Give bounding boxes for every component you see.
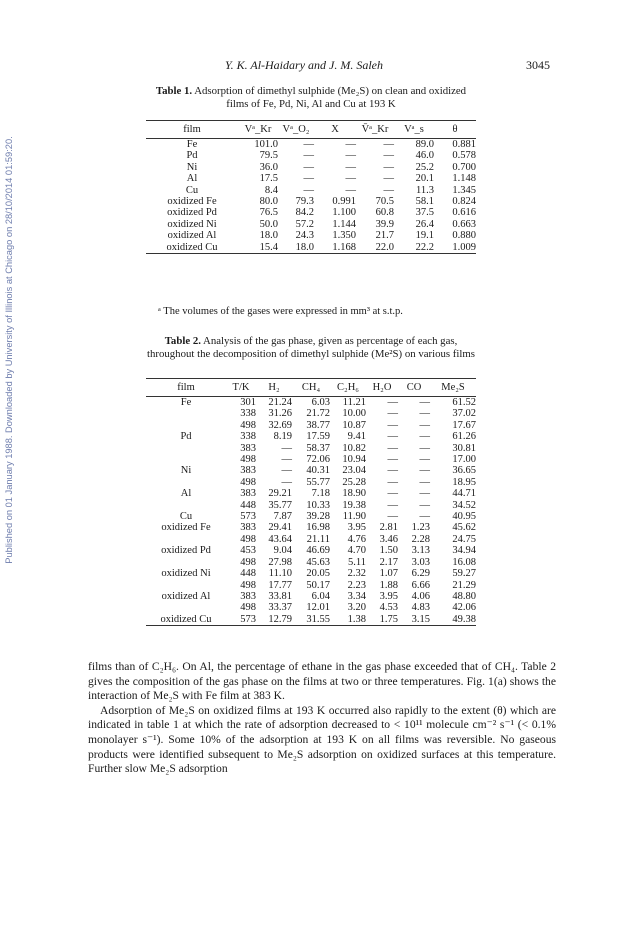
- table-cell: —: [419, 499, 430, 511]
- table-cell: 29.41: [268, 522, 292, 534]
- table-cell: 24.75: [452, 533, 476, 545]
- table-cell: 11.3: [416, 184, 434, 196]
- table-cell: 61.26: [452, 431, 476, 443]
- table-cell: 4.83: [411, 602, 430, 614]
- table-cell: 573: [240, 511, 256, 523]
- table2-header-row: [146, 379, 476, 397]
- table-row: [146, 242, 476, 254]
- table-cell: 19.1: [415, 230, 434, 242]
- table-cell: oxidized Ni: [161, 568, 211, 580]
- table-cell: —: [383, 184, 394, 196]
- table-cell: 2.32: [347, 568, 366, 580]
- table-cell: 11.90: [342, 511, 366, 523]
- table1-header-cell: V̄ᵃ_Kr: [356, 121, 394, 139]
- table-cell: 2.81: [379, 522, 398, 534]
- table2-header-cell: Me₂S: [430, 379, 476, 397]
- table-cell: —: [387, 488, 398, 500]
- table-cell: oxidized Cu: [146, 614, 226, 626]
- table-row: [146, 614, 476, 626]
- table-cell: —: [303, 150, 314, 162]
- table-cell: —: [387, 465, 398, 477]
- table-cell: 21.72: [306, 408, 330, 420]
- table2-header-cell: CH₄: [292, 379, 330, 397]
- table-cell: 45.62: [452, 522, 476, 534]
- table-cell: 4.76: [347, 533, 366, 545]
- table-cell: 34.94: [452, 545, 476, 557]
- table-cell: 31.55: [292, 614, 330, 626]
- table-cell: 50.0: [259, 218, 278, 230]
- table-cell: —: [419, 476, 430, 488]
- table-cell: [146, 534, 226, 545]
- table-row: [146, 219, 476, 230]
- table-cell: —: [419, 408, 430, 420]
- table-cell: —: [419, 442, 430, 454]
- table1-body: [146, 139, 476, 254]
- table-row: [146, 511, 476, 522]
- table1-label: Table 1.: [155, 85, 193, 97]
- table-cell: 33.81: [268, 590, 292, 602]
- table-cell: 36.65: [452, 465, 476, 477]
- table-cell: —: [387, 476, 398, 488]
- table-cell: 383: [240, 488, 256, 500]
- table-cell: 6.66: [411, 579, 430, 591]
- table1: [146, 120, 476, 254]
- table-cell: [146, 500, 226, 511]
- table-cell: 17.59: [306, 431, 330, 443]
- table-cell: 448: [240, 568, 256, 580]
- table-cell: 58.37: [306, 442, 330, 454]
- body-text: [88, 660, 556, 777]
- table-cell: 1.07: [379, 568, 398, 580]
- table-cell: Ni: [186, 161, 198, 173]
- table-cell: 25.28: [342, 476, 366, 488]
- table-row: [146, 397, 476, 409]
- table-cell: 43.64: [268, 533, 292, 545]
- table-cell: 79.5: [259, 150, 278, 162]
- table-cell: 3.20: [347, 602, 366, 614]
- table-cell: —: [383, 161, 394, 173]
- table-cell: 39.9: [375, 218, 394, 230]
- table-cell: —: [345, 184, 356, 196]
- table-cell: —: [387, 454, 398, 466]
- table-cell: 498: [240, 533, 256, 545]
- table-row: [146, 557, 476, 568]
- table-cell: 1.148: [452, 173, 476, 185]
- body-paragraph: Adsorption of Me₂S on oxidized films at 193 K occurred also rapidly to the extent (θ) which are indicated in table 1 at which the rate of adsorption decreased to < 10¹¹ molecule cm⁻² s⁻¹ (< 0.1% monolayer s⁻¹). Some 10% of the adsorption at 193 K on all films was reversible. No gaseous products were identified subsequent to Me₂S adsorption on oxidized surfaces at this temperature. Further slow Me₂S adsorption: [88, 703, 556, 776]
- table-cell: 38.77: [306, 419, 330, 431]
- table-cell: 10.82: [342, 442, 366, 454]
- table-cell: 70.5: [375, 196, 394, 208]
- table-cell: 3.15: [398, 614, 430, 626]
- table-cell: 6.29: [411, 568, 430, 580]
- table-row: [146, 477, 476, 488]
- table-cell: 37.5: [415, 207, 434, 219]
- table-cell: 498: [240, 419, 256, 431]
- table-row: [146, 454, 476, 465]
- table-cell: 3.34: [347, 590, 366, 602]
- table-cell: —: [281, 454, 292, 466]
- table-cell: 0.663: [452, 218, 476, 230]
- table-cell: —: [383, 173, 394, 185]
- table-cell: 42.06: [452, 602, 476, 614]
- table-cell: 573: [226, 614, 256, 626]
- table-cell: —: [387, 511, 398, 523]
- table-cell: 76.5: [259, 207, 278, 219]
- table-cell: —: [345, 150, 356, 162]
- table2: [146, 378, 476, 626]
- table-cell: 22.0: [356, 242, 394, 254]
- table-cell: 2.28: [411, 533, 430, 545]
- table-cell: 0.616: [452, 207, 476, 219]
- table-cell: [146, 454, 226, 465]
- table-cell: 15.4: [238, 242, 278, 254]
- table-cell: 84.2: [295, 207, 314, 219]
- table-cell: 338: [240, 408, 256, 420]
- table-row: [146, 602, 476, 613]
- table-cell: 4.70: [347, 545, 366, 557]
- table-cell: —: [303, 161, 314, 173]
- table2-body: [146, 397, 476, 626]
- table1-header-cell: θ: [434, 121, 476, 139]
- table1-header-cell: Vᵃ_O₂: [278, 121, 314, 139]
- table-cell: 10.94: [342, 454, 366, 466]
- table-cell: 18.0: [278, 242, 314, 254]
- table-cell: 80.0: [259, 196, 278, 208]
- table-cell: oxidized Fe: [167, 196, 217, 208]
- table-cell: 3.95: [379, 590, 398, 602]
- table-cell: 0.881: [452, 139, 476, 150]
- table-cell: Al: [180, 488, 192, 500]
- table-cell: 50.17: [306, 579, 330, 591]
- table-row: [146, 185, 476, 196]
- table-cell: 101.0: [254, 139, 278, 150]
- table-cell: 46.69: [306, 545, 330, 557]
- table-cell: 59.27: [452, 568, 476, 580]
- table-cell: 23.04: [342, 465, 366, 477]
- table-cell: 12.79: [256, 614, 292, 626]
- table-cell: 22.2: [394, 242, 434, 254]
- page-number: 3045: [526, 58, 550, 72]
- table-cell: 301: [240, 397, 256, 408]
- table-cell: [146, 443, 226, 454]
- running-head-authors: Y. K. Al-Haidary and J. M. Saleh: [225, 58, 383, 72]
- table-cell: —: [303, 139, 314, 150]
- table-cell: 7.87: [273, 511, 292, 523]
- table-cell: 26.4: [415, 218, 434, 230]
- table2-caption-text: Analysis of the gas phase, given as percentage of each gas, throughout the decomposition of dimethyl sulphide (Me²S) on various films: [146, 335, 475, 360]
- table-cell: 8.4: [264, 184, 278, 196]
- table-cell: —: [419, 454, 430, 466]
- table-cell: 32.69: [268, 419, 292, 431]
- table-cell: [146, 557, 226, 568]
- table-cell: [146, 580, 226, 591]
- table-cell: 9.04: [273, 545, 292, 557]
- table-cell: —: [345, 139, 356, 150]
- table-cell: 383: [240, 522, 256, 534]
- table-cell: 7.18: [311, 488, 330, 500]
- table-row: [146, 580, 476, 591]
- table1-caption-text: Adsorption of dimethyl sulphide (Me₂S) on clean and oxidized films of Fe, Pd, Ni, Al and Cu at 193 K: [194, 85, 467, 110]
- table-cell: 35.77: [268, 499, 292, 511]
- table-cell: —: [387, 442, 398, 454]
- table-row: [146, 150, 476, 161]
- table-cell: 1.23: [411, 522, 430, 534]
- table-cell: 3.13: [411, 545, 430, 557]
- table2-header-cell: film: [146, 379, 226, 397]
- table-cell: 498: [240, 556, 256, 568]
- table2-header-cell: C₂H₆: [330, 379, 366, 397]
- table-row: [146, 139, 476, 151]
- table-cell: 60.8: [375, 207, 394, 219]
- table-cell: 25.2: [415, 161, 434, 173]
- table-cell: 1.75: [366, 614, 398, 626]
- table-cell: 10.33: [306, 499, 330, 511]
- table-cell: 1.50: [379, 545, 398, 557]
- table1-header-cell: Vᵃ_s: [394, 121, 434, 139]
- table1-header-cell: Vᵃ_Kr: [238, 121, 278, 139]
- table1-header-cell: film: [146, 121, 238, 139]
- table1-header-cell: X: [314, 121, 356, 139]
- table-row: [146, 488, 476, 499]
- table-cell: 1.345: [452, 184, 476, 196]
- table-cell: —: [383, 139, 394, 150]
- table-cell: 21.7: [375, 230, 394, 242]
- table-cell: 12.01: [306, 602, 330, 614]
- table-row: [146, 196, 476, 207]
- table-cell: Pd: [180, 431, 192, 443]
- table-cell: Fe: [186, 139, 198, 150]
- table2-header-cell: CO: [398, 379, 430, 397]
- table-cell: —: [281, 465, 292, 477]
- table-cell: oxidized Al: [161, 590, 211, 602]
- table-cell: Cu: [185, 184, 199, 196]
- table-cell: 46.0: [415, 150, 434, 162]
- table-cell: oxidized Ni: [167, 218, 217, 230]
- table-row: [146, 431, 476, 442]
- table-row: [146, 465, 476, 476]
- table-cell: —: [387, 431, 398, 443]
- table-cell: 55.77: [306, 476, 330, 488]
- table-row: [146, 173, 476, 184]
- table-cell: 383: [240, 465, 256, 477]
- table-cell: 58.1: [415, 196, 434, 208]
- table-cell: 17.00: [452, 454, 476, 466]
- table1-header-row: [146, 121, 476, 139]
- table-cell: 48.80: [452, 590, 476, 602]
- table-cell: 1.38: [330, 614, 366, 626]
- table-cell: [146, 602, 226, 613]
- table-cell: —: [419, 465, 430, 477]
- table-cell: oxidized Cu: [146, 242, 238, 254]
- table-cell: —: [303, 184, 314, 196]
- table-cell: 39.28: [306, 511, 330, 523]
- table-cell: 3.03: [411, 556, 430, 568]
- table-row: [146, 443, 476, 454]
- table-cell: 383: [240, 442, 256, 454]
- table-cell: 21.24: [268, 397, 292, 408]
- side-note-text: Published on 01 January 1988. Downloaded by University of Illinois at Chicago on 28/10/2014 01:59:20.: [4, 136, 14, 564]
- table-cell: oxidized Pd: [167, 207, 217, 219]
- table-cell: —: [387, 419, 398, 431]
- table-cell: 17.5: [259, 173, 278, 185]
- table2-header-cell: H₂: [256, 379, 292, 397]
- table-cell: 49.38: [430, 614, 476, 626]
- table2-label: Table 2.: [164, 335, 201, 347]
- table-cell: 1.168: [314, 242, 356, 254]
- table-cell: Al: [186, 173, 198, 185]
- table-cell: 498: [240, 579, 256, 591]
- table-cell: —: [383, 150, 394, 162]
- table-cell: 16.08: [452, 556, 476, 568]
- table-cell: 10.00: [342, 408, 366, 420]
- table-cell: 1.144: [332, 218, 356, 230]
- table-cell: 34.52: [452, 499, 476, 511]
- table-cell: 30.81: [452, 442, 476, 454]
- table-cell: 11.21: [342, 397, 366, 408]
- table-cell: 0.880: [452, 230, 476, 242]
- table-cell: 29.21: [268, 488, 292, 500]
- table-cell: 498: [240, 476, 256, 488]
- table-cell: 21.11: [306, 533, 330, 545]
- table-cell: 37.02: [452, 408, 476, 420]
- table-cell: 4.06: [411, 590, 430, 602]
- table-row: [146, 591, 476, 602]
- table-row: [146, 162, 476, 173]
- table-cell: 27.98: [268, 556, 292, 568]
- table-row: [146, 408, 476, 419]
- table-cell: oxidized Al: [167, 230, 217, 242]
- table-cell: 36.0: [259, 161, 278, 173]
- table-cell: 6.03: [311, 397, 330, 408]
- table2-header-cell: T/K: [226, 379, 256, 397]
- table-cell: 1.88: [379, 579, 398, 591]
- table-cell: 338: [240, 431, 256, 443]
- table-cell: 10.87: [342, 419, 366, 431]
- table-row: [146, 500, 476, 511]
- table2-caption: [146, 335, 476, 361]
- table-cell: 11.10: [268, 568, 292, 580]
- table-cell: —: [345, 161, 356, 173]
- table-cell: 33.37: [268, 602, 292, 614]
- table-cell: 9.41: [347, 431, 366, 443]
- table-cell: Ni: [180, 465, 192, 477]
- table-cell: 1.009: [434, 242, 476, 254]
- table-cell: 5.11: [348, 556, 366, 568]
- table-cell: Cu: [179, 511, 193, 523]
- table1-footnote: ᵃ The volumes of the gases were expressed in mm³ at s.t.p.: [158, 306, 403, 317]
- table-cell: 0.700: [452, 161, 476, 173]
- table-cell: 19.38: [342, 499, 366, 511]
- table-cell: 2.17: [379, 556, 398, 568]
- table-cell: 8.19: [273, 431, 292, 443]
- table-cell: 20.05: [306, 568, 330, 580]
- table-row: [146, 230, 476, 241]
- table1-caption: [146, 85, 476, 111]
- table-cell: —: [303, 173, 314, 185]
- table-cell: —: [419, 397, 430, 408]
- table-cell: 18.90: [342, 488, 366, 500]
- table-row: [146, 568, 476, 579]
- table-cell: —: [419, 419, 430, 431]
- table-cell: Fe: [180, 397, 192, 408]
- table-cell: Pd: [186, 150, 198, 162]
- table-cell: 72.06: [306, 454, 330, 466]
- table-cell: 1.350: [332, 230, 356, 242]
- table-cell: 45.63: [306, 556, 330, 568]
- table-cell: 6.04: [311, 590, 330, 602]
- table-cell: —: [387, 397, 398, 408]
- table-cell: 44.71: [452, 488, 476, 500]
- table-cell: 61.52: [452, 397, 476, 408]
- table-cell: 89.0: [415, 139, 434, 150]
- table-cell: 17.67: [452, 419, 476, 431]
- table-cell: —: [281, 442, 292, 454]
- table-cell: 31.26: [268, 408, 292, 420]
- table-cell: 2.23: [347, 579, 366, 591]
- table-cell: oxidized Fe: [161, 522, 211, 534]
- table2-header-cell: H₂O: [366, 379, 398, 397]
- table-cell: 57.2: [295, 218, 314, 230]
- table-cell: —: [419, 511, 430, 523]
- table-cell: 498: [240, 454, 256, 466]
- table-row: [146, 534, 476, 545]
- table-cell: 24.3: [295, 230, 314, 242]
- table-cell: 3.95: [347, 522, 366, 534]
- table-cell: 0.578: [452, 150, 476, 162]
- table-cell: [146, 420, 226, 431]
- table-cell: —: [419, 431, 430, 443]
- table-cell: 40.31: [306, 465, 330, 477]
- table-cell: 16.98: [306, 522, 330, 534]
- table-cell: 4.53: [379, 602, 398, 614]
- table-cell: 498: [240, 602, 256, 614]
- table-cell: 448: [240, 499, 256, 511]
- table-cell: [146, 408, 226, 419]
- publication-side-note: [2, 120, 16, 580]
- table-row: [146, 420, 476, 431]
- table-cell: 21.29: [452, 579, 476, 591]
- table-cell: 3.46: [379, 533, 398, 545]
- table-cell: 0.991: [332, 196, 356, 208]
- table-cell: 20.1: [415, 173, 434, 185]
- table-cell: —: [281, 476, 292, 488]
- table-cell: —: [345, 173, 356, 185]
- table-row: [146, 522, 476, 533]
- table-cell: 383: [240, 590, 256, 602]
- table-cell: 18.95: [452, 476, 476, 488]
- table-cell: —: [387, 408, 398, 420]
- table-cell: 40.95: [452, 511, 476, 523]
- table-cell: 1.100: [332, 207, 356, 219]
- table-cell: 453: [240, 545, 256, 557]
- table-row: [146, 545, 476, 556]
- table-cell: 18.0: [259, 230, 278, 242]
- table-cell: 79.3: [295, 196, 314, 208]
- table-cell: oxidized Pd: [161, 545, 211, 557]
- body-paragraph: films than of C₂H₆. On Al, the percentage of ethane in the gas phase exceeded that of CH₄. Table 2 gives the composition of the gas phase on the films at two or three temperatures. Fig. 1(a) shows the interaction of Me₂S with Fe film at 383 K.: [88, 660, 556, 703]
- table-cell: 0.824: [452, 196, 476, 208]
- table-cell: [146, 477, 226, 488]
- table-cell: —: [387, 499, 398, 511]
- table-cell: —: [419, 488, 430, 500]
- table-cell: 17.77: [268, 579, 292, 591]
- table-row: [146, 207, 476, 218]
